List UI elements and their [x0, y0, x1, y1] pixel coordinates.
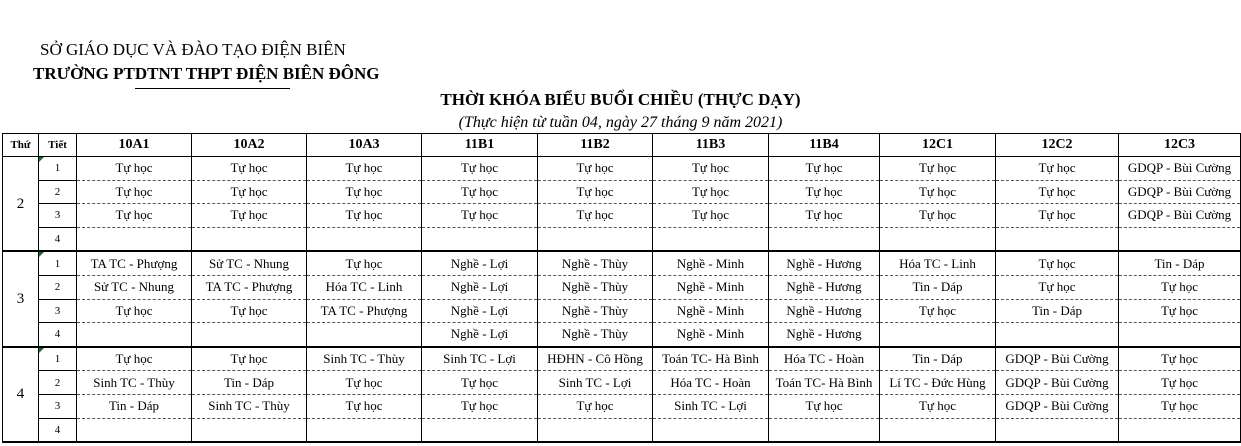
schedule-cell: Tự học: [769, 180, 880, 204]
schedule-cell: Tự học: [77, 180, 192, 204]
schedule-cell: Nghề - Hương: [769, 251, 880, 275]
schedule-cell: Tự học: [769, 157, 880, 181]
schedule-cell: Tin - Dáp: [77, 394, 192, 418]
schedule-cell: Nghề - Lợi: [422, 299, 538, 323]
schedule-cell: GDQP - Bùi Cường: [1119, 204, 1241, 228]
schedule-cell: Toán TC- Hà Bình: [769, 371, 880, 395]
schedule-cell: Tự học: [422, 180, 538, 204]
schedule-cell: Tự học: [1119, 299, 1241, 323]
schedule-cell: Nghề - Thùy: [538, 299, 653, 323]
schedule-cell: Sinh TC - Lợi: [538, 371, 653, 395]
period-number: 2: [54, 281, 61, 294]
schedule-cell: Tự học: [307, 157, 422, 181]
schedule-cell: Nghề - Thùy: [538, 323, 653, 347]
schedule-cell: [307, 323, 422, 347]
schedule-cell: Tự học: [77, 299, 192, 323]
comment-marker-icon: [39, 252, 44, 257]
schedule-cell: Nghề - Thùy: [538, 275, 653, 299]
schedule-cell: Tự học: [307, 251, 422, 275]
schedule-cell: Tự học: [192, 299, 307, 323]
school-name: TRƯỜNG PTDTNT THPT ĐIỆN BIÊN ĐÔNG: [33, 64, 380, 83]
schedule-cell: Tự học: [307, 204, 422, 228]
schedule-cell: Tự học: [538, 394, 653, 418]
class-header: 12C3: [1119, 134, 1241, 157]
schedule-cell: Tự học: [769, 204, 880, 228]
schedule-cell: Tự học: [538, 157, 653, 181]
schedule-cell: Toán TC- Hà Bình: [653, 347, 769, 371]
schedule-cell: GDQP - Bùi Cường: [1119, 157, 1241, 181]
schedule-cell: Tự học: [653, 204, 769, 228]
schedule-cell: Sinh TC - Lợi: [653, 394, 769, 418]
period-header: Tiết: [39, 134, 77, 157]
class-header: 11B2: [538, 134, 653, 157]
schedule-cell: GDQP - Bùi Cường: [996, 347, 1119, 371]
period-number: 3: [54, 209, 61, 222]
table-row: [3, 347, 1241, 371]
schedule-cell: Tự học: [422, 394, 538, 418]
class-header: 10A3: [307, 134, 422, 157]
day-cell: 2: [3, 157, 39, 252]
schedule-cell: [307, 418, 422, 442]
schedule-cell: Nghề - Hương: [769, 275, 880, 299]
schedule-cell: [1119, 227, 1241, 251]
schedule-cell: Hóa TC - Hoàn: [769, 347, 880, 371]
schedule-cell: [1119, 323, 1241, 347]
class-header: 12C1: [880, 134, 996, 157]
timetable-subtitle: (Thực hiện từ tuần 04, ngày 27 tháng 9 năm 2021): [458, 114, 783, 131]
class-header: 10A1: [77, 134, 192, 157]
schedule-cell: Tự học: [996, 204, 1119, 228]
schedule-cell: Tin - Dáp: [880, 347, 996, 371]
schedule-cell: [77, 227, 192, 251]
schedule-cell: Hóa TC - Linh: [880, 251, 996, 275]
period-cell: [39, 371, 77, 395]
period-number: 1: [54, 257, 61, 270]
school-underline: [135, 88, 290, 89]
schedule-cell: Nghề - Minh: [653, 323, 769, 347]
schedule-cell: [769, 227, 880, 251]
schedule-cell: Sử TC - Nhung: [77, 275, 192, 299]
period-cell: [39, 251, 77, 275]
department-name: SỞ GIÁO DỤC VÀ ĐÀO TẠO ĐIỆN BIÊN: [40, 40, 346, 59]
day-header: Thứ: [3, 134, 39, 157]
table-row: [3, 394, 1241, 418]
schedule-cell: HĐHN - Cô Hồng: [538, 347, 653, 371]
class-header: 11B1: [422, 134, 538, 157]
period-cell: [39, 394, 77, 418]
schedule-cell: [422, 227, 538, 251]
schedule-cell: Sinh TC - Lợi: [422, 347, 538, 371]
timetable-title: THỜI KHÓA BIỂU BUỔI CHIỀU (THỰC DẠY): [440, 90, 801, 109]
schedule-cell: Tự học: [1119, 371, 1241, 395]
comment-marker-icon: [39, 157, 44, 162]
table-row: [3, 275, 1241, 299]
table-row: [3, 299, 1241, 323]
class-header: 11B3: [653, 134, 769, 157]
schedule-cell: [192, 227, 307, 251]
period-cell: [39, 275, 77, 299]
schedule-cell: [192, 323, 307, 347]
schedule-cell: Tự học: [77, 204, 192, 228]
period-number: 2: [54, 185, 61, 198]
period-cell: [39, 180, 77, 204]
schedule-cell: Tự học: [653, 180, 769, 204]
schedule-cell: Nghề - Lợi: [422, 251, 538, 275]
schedule-cell: [880, 227, 996, 251]
period-cell: [39, 347, 77, 371]
schedule-cell: Lí TC - Đức Hùng: [880, 371, 996, 395]
schedule-cell: Tự học: [192, 347, 307, 371]
schedule-cell: [996, 418, 1119, 442]
schedule-cell: [77, 418, 192, 442]
table-row: [3, 323, 1241, 347]
schedule-cell: TA TC - Phượng: [307, 299, 422, 323]
schedule-cell: [653, 418, 769, 442]
schedule-cell: [77, 323, 192, 347]
schedule-cell: Tự học: [192, 157, 307, 181]
schedule-cell: Hóa TC - Hoàn: [653, 371, 769, 395]
table-row: [3, 418, 1241, 442]
schedule-cell: [880, 418, 996, 442]
schedule-cell: TA TC - Phượng: [192, 275, 307, 299]
day-cell: 3: [3, 251, 39, 346]
schedule-cell: Tự học: [77, 157, 192, 181]
table-row: [3, 251, 1241, 275]
schedule-cell: GDQP - Bùi Cường: [996, 394, 1119, 418]
schedule-cell: Tự học: [769, 394, 880, 418]
table-row: [3, 371, 1241, 395]
schedule-cell: Nghề - Minh: [653, 251, 769, 275]
schedule-cell: Tự học: [996, 157, 1119, 181]
header-row: [3, 134, 1241, 157]
period-number: 3: [54, 400, 61, 413]
schedule-cell: Tự học: [653, 157, 769, 181]
schedule-cell: Sinh TC - Thùy: [192, 394, 307, 418]
schedule-cell: Nghề - Hương: [769, 299, 880, 323]
schedule-cell: GDQP - Bùi Cường: [1119, 180, 1241, 204]
schedule-cell: [538, 418, 653, 442]
schedule-cell: [996, 227, 1119, 251]
period-cell: [39, 418, 77, 442]
schedule-cell: Tự học: [996, 251, 1119, 275]
class-header: 11B4: [769, 134, 880, 157]
schedule-cell: [769, 418, 880, 442]
period-cell: [39, 323, 77, 347]
schedule-cell: Tự học: [880, 180, 996, 204]
schedule-cell: Tin - Dáp: [880, 275, 996, 299]
schedule-cell: Tự học: [422, 204, 538, 228]
schedule-cell: Tự học: [192, 180, 307, 204]
schedule-cell: Tin - Dáp: [1119, 251, 1241, 275]
schedule-cell: Hóa TC - Linh: [307, 275, 422, 299]
schedule-cell: Sinh TC - Thùy: [307, 347, 422, 371]
schedule-cell: Tự học: [77, 347, 192, 371]
schedule-cell: Tự học: [880, 204, 996, 228]
schedule-cell: TA TC - Phượng: [77, 251, 192, 275]
class-header: 12C2: [996, 134, 1119, 157]
schedule-cell: Tự học: [1119, 394, 1241, 418]
schedule-cell: [192, 418, 307, 442]
schedule-cell: Tự học: [996, 275, 1119, 299]
schedule-cell: Tự học: [1119, 347, 1241, 371]
schedule-cell: Tự học: [192, 204, 307, 228]
schedule-cell: Tin - Dáp: [192, 371, 307, 395]
schedule-cell: Tự học: [880, 157, 996, 181]
schedule-cell: Tin - Dáp: [996, 299, 1119, 323]
schedule-cell: GDQP - Bùi Cường: [996, 371, 1119, 395]
period-number: 4: [54, 233, 61, 246]
schedule-cell: [996, 323, 1119, 347]
schedule-cell: Nghề - Thùy: [538, 251, 653, 275]
timetable: [2, 133, 1241, 443]
schedule-cell: Nghề - Minh: [653, 299, 769, 323]
table-row: [3, 227, 1241, 251]
schedule-cell: Nghề - Lợi: [422, 275, 538, 299]
schedule-cell: Tự học: [1119, 275, 1241, 299]
day-cell: 4: [3, 347, 39, 442]
table-row: [3, 157, 1241, 181]
period-cell: [39, 157, 77, 181]
schedule-cell: Tự học: [880, 394, 996, 418]
period-number: 4: [54, 328, 61, 341]
schedule-cell: [307, 227, 422, 251]
period-number: 4: [54, 423, 61, 436]
schedule-cell: [880, 323, 996, 347]
period-cell: [39, 227, 77, 251]
period-number: 3: [54, 304, 61, 317]
class-header: 10A2: [192, 134, 307, 157]
schedule-cell: Tự học: [307, 180, 422, 204]
period-cell: [39, 299, 77, 323]
schedule-cell: [1119, 418, 1241, 442]
schedule-cell: Tự học: [538, 204, 653, 228]
schedule-cell: Tự học: [880, 299, 996, 323]
period-number: 1: [54, 353, 61, 366]
timetable-body: [3, 157, 1241, 443]
schedule-cell: Sinh TC - Thùy: [77, 371, 192, 395]
schedule-cell: Tự học: [422, 157, 538, 181]
schedule-cell: [653, 227, 769, 251]
schedule-cell: Tự học: [996, 180, 1119, 204]
schedule-cell: Nghề - Minh: [653, 275, 769, 299]
table-row: [3, 204, 1241, 228]
schedule-cell: Sử TC - Nhung: [192, 251, 307, 275]
schedule-cell: Nghề - Lợi: [422, 323, 538, 347]
schedule-cell: Tự học: [307, 371, 422, 395]
schedule-cell: [422, 418, 538, 442]
period-number: 1: [54, 162, 61, 175]
schedule-cell: Tự học: [307, 394, 422, 418]
schedule-cell: Nghề - Hương: [769, 323, 880, 347]
comment-marker-icon: [39, 348, 44, 353]
period-cell: [39, 204, 77, 228]
schedule-cell: Tự học: [422, 371, 538, 395]
schedule-cell: Tự học: [538, 180, 653, 204]
period-number: 2: [54, 376, 61, 389]
table-row: [3, 180, 1241, 204]
schedule-cell: [538, 227, 653, 251]
